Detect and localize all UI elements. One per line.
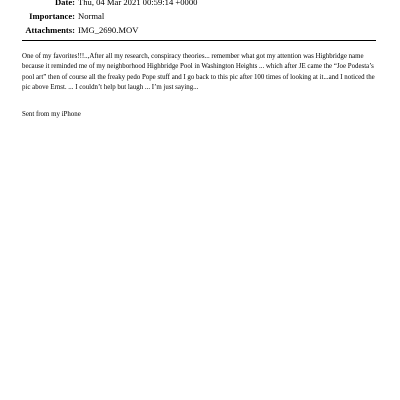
attachment-filename[interactable]: IMG_2690.MOV [78, 25, 139, 35]
date-row [0, 0, 400, 9]
importance-label: Importance: [29, 11, 75, 21]
attachments-label: Attachments: [25, 25, 75, 35]
date-label: Date: [54, 0, 75, 7]
email-header [0, 0, 400, 37]
attachments-row [0, 23, 400, 37]
importance-row [0, 9, 400, 23]
date-value: Thu, 04 Mar 2021 00:59:14 +0000 [78, 0, 198, 7]
message-signature: Sent from my iPhone [22, 111, 81, 118]
importance-value: Normal [78, 11, 105, 21]
header-divider [22, 40, 376, 41]
message-body: One of my favorites!!!..,After all my research, conspiracy theories... remember what got my attention was Highbridge name because it reminded me of my neighborhood Highbridge Pool in Washington Heights ... which after JE came the “Joe Podesta’s pool art” then of course all the freaky pedo Pope stuff and I go back to this pic after 100 times of looking at it...and I noticed the pic above Ernst. ... I couldn’t help but laugh ... I’m just saying... [22, 53, 375, 91]
